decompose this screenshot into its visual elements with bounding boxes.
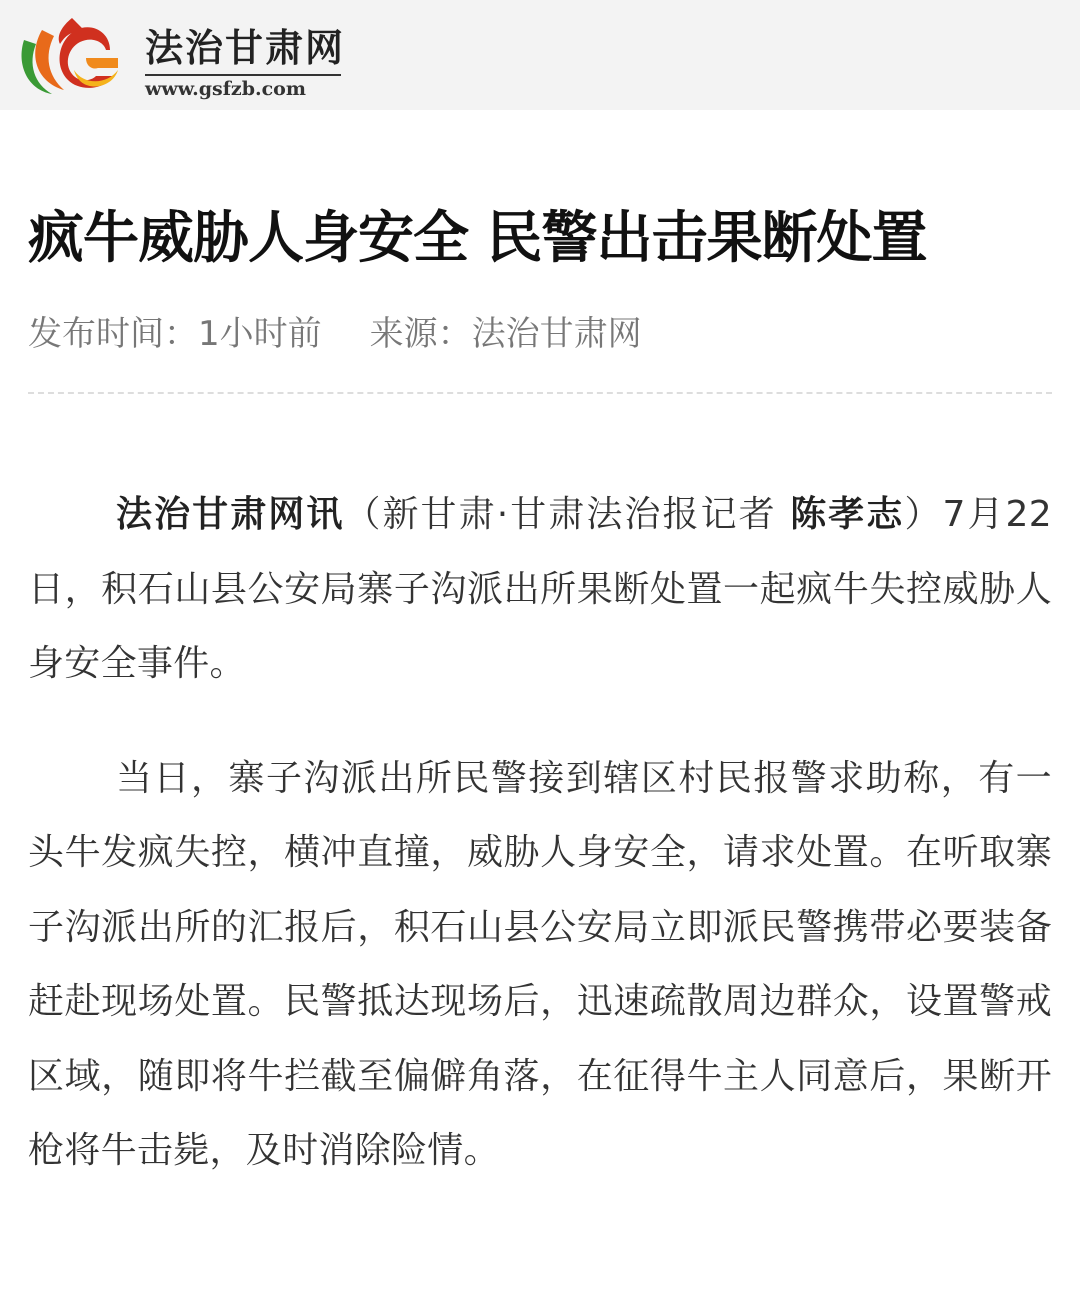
site-header xyxy=(0,0,1080,110)
site-logo-icon[interactable] xyxy=(14,10,132,100)
paragraph-1-text: 7月22日，积石山县公安局寨子沟派出所果断处置一起疯牛失控威胁人身安全事件。 xyxy=(28,494,1052,684)
publish-time: 发布时间：1小时前 xyxy=(28,314,322,354)
reporter-name: 陈孝志 xyxy=(790,494,905,535)
article-body xyxy=(28,478,1052,1229)
paragraph-1 xyxy=(28,478,1052,702)
byline-prefix: （新甘肃·甘肃法治报记者 xyxy=(344,494,791,535)
article-title: 疯牛威胁人身安全 民警出击果断处置 xyxy=(28,205,927,271)
article-meta xyxy=(28,312,642,356)
lead-label: 法治甘肃网讯 xyxy=(116,494,345,535)
logo-divider xyxy=(145,74,341,76)
paragraph-2-text: 当日，寨子沟派出所民警接到辖区村民报警求助称，有一头牛发疯失控，横冲直撞，威胁人身安全，请求处置。在听取寨子沟派出所的汇报后，积石山县公安局立即派民警携带必要装备赶赴现场处置。民警抵达现场后，迅速疏散周边群众，设置警戒区域，随即将牛拦截至偏僻角落，在征得牛主人同意后，果断开枪将牛击毙，及时消除险情。 xyxy=(28,757,1052,1171)
byline-suffix: ） xyxy=(904,494,943,535)
article-source: 来源：法治甘肃网 xyxy=(369,314,642,354)
meta-divider xyxy=(28,392,1052,394)
site-url: www.gsfzb.com xyxy=(145,78,306,100)
site-name: 法治甘肃网 xyxy=(145,25,346,70)
paragraph-2 xyxy=(28,742,1052,1189)
